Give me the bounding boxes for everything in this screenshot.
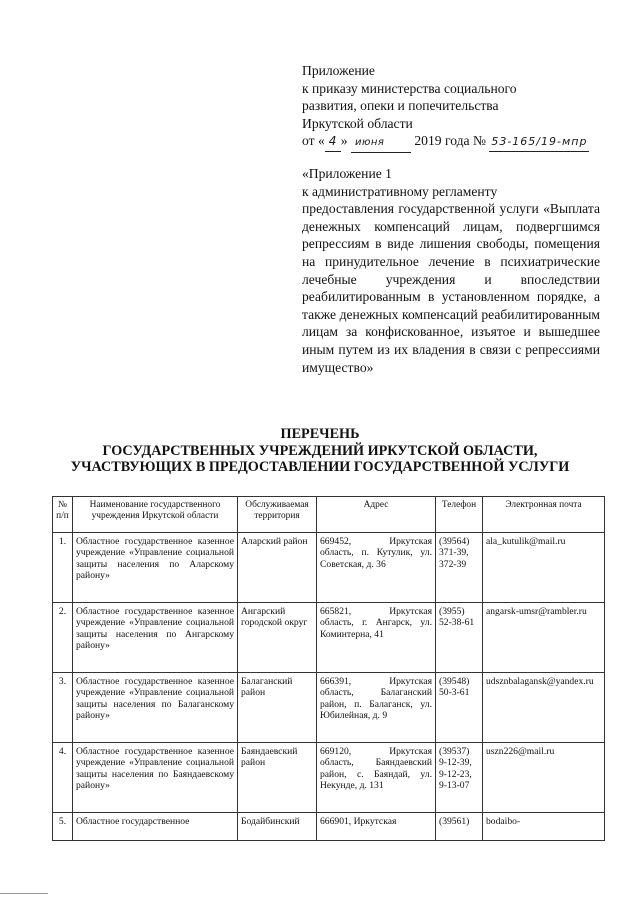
cell-territory: Аларский район <box>238 533 317 603</box>
reglament-title: «Приложение 1 <box>302 166 392 181</box>
cell-num: 4. <box>53 743 73 813</box>
reglament-body: предоставления государственной услуги «Выплата денежных компенсаций лицам, подвергшимся репрессиям в виде лишения свободы, помещения на принудительное лечение в психиатрические лечебные учреждения и впоследствии реабилитированным в установленном порядке, а также денежных компенсаций реабилитированным лицам за конфискованное, изъятое и вышедшее иным путем из их владения в связи с репрессиями имущество» <box>302 201 600 375</box>
table-row <box>53 743 605 813</box>
cell-phone: (39561) <box>436 813 483 841</box>
cell-phone: (39548) 50-3-61 <box>436 673 483 743</box>
cell-phone: (39564) 371-39, 372-39 <box>436 533 483 603</box>
cell-address: 669120, Иркутская область, Баяндаевский район, с. Баяндай, ул. Некунде, д. 131 <box>317 743 436 813</box>
appendix-region-line: Иркутской области <box>302 115 413 131</box>
cell-num: 3. <box>53 673 73 743</box>
date-quote-close: » <box>340 133 348 149</box>
cell-num: 2. <box>53 603 73 673</box>
cell-territory: Балаганский район <box>238 673 317 743</box>
cell-address: 666901, Иркутская <box>317 813 436 841</box>
appendix-order-line: к приказу министерства социального <box>302 80 517 96</box>
header-territory: Обслуживаемая территория <box>238 497 317 533</box>
cell-phone: (39537) 9-12-39, 9-12-23, 9-13-07 <box>436 743 483 813</box>
cell-email: angarsk-umsr@rambler.ru <box>483 603 605 673</box>
cell-address: 669452, Иркутская область, п. Кутулик, ул. Советская, д. 36 <box>317 533 436 603</box>
cell-territory: Ангарский городской округ <box>238 603 317 673</box>
cell-territory: Баяндаевский район <box>238 743 317 813</box>
cell-email: ala_kutulik@mail.ru <box>483 533 605 603</box>
heading-line-3: УЧАСТВУЮЩИХ В ПРЕДОСТАВЛЕНИИ ГОСУДАРСТВЕННОЙ УСЛУГИ <box>70 459 570 475</box>
table-row <box>53 603 605 673</box>
appendix-date-line <box>302 132 602 153</box>
header-email: Электронная почта <box>483 497 605 533</box>
date-prefix: от « <box>302 133 325 149</box>
cell-email: bodaibo- <box>483 813 605 841</box>
appendix-title: Приложение <box>302 63 375 78</box>
reglament-block <box>302 165 600 376</box>
cell-name: Областное государственное казенное учреждение «Управление социальной защиты населения по Ангарскому району» <box>73 603 238 673</box>
table-row <box>53 813 605 841</box>
table-row <box>53 673 605 743</box>
heading-line-1: ПЕРЕЧЕНЬ <box>280 426 360 442</box>
cell-num: 1. <box>53 533 73 603</box>
page-edge-mark <box>0 893 48 894</box>
cell-name: Областное государственное казенное учреждение «Управление социальной защиты населения по Баяндаевскому району» <box>73 743 238 813</box>
cell-phone: (3955) 52-38-61 <box>436 603 483 673</box>
cell-name: Областное государственное казенное учреждение «Управление социальной защиты населения по Балаганскому району» <box>73 673 238 743</box>
cell-num: 5. <box>53 813 73 841</box>
table-header-row <box>53 497 605 533</box>
list-heading <box>0 426 640 476</box>
header-name: Наименование государственного учреждения Иркутской области <box>73 497 238 533</box>
cell-email: udsznbalagansk@yandex.ru <box>483 673 605 743</box>
cell-name: Областное государственное <box>73 813 238 841</box>
handwritten-day: 4 <box>325 133 341 152</box>
cell-address: 665821, Иркутская область, г. Ангарск, ул. Коминтерна, 41 <box>317 603 436 673</box>
handwritten-month: июня <box>351 134 411 153</box>
cell-address: 666391, Иркутская область, Балаганский район, п. Балаганск, ул. Юбилейная, д. 9 <box>317 673 436 743</box>
handwritten-order-number: 53-165/19-мпр <box>489 133 589 152</box>
cell-email: uszn226@mail.ru <box>483 743 605 813</box>
header-address: Адрес <box>317 497 436 533</box>
header-num: № п/п <box>53 497 73 533</box>
institutions-table <box>52 496 605 841</box>
cell-territory: Бодайбинский <box>238 813 317 841</box>
date-year: 2019 года № <box>414 133 486 149</box>
cell-name: Областное государственное казенное учреждение «Управление социальной защиты населения по Аларскому району» <box>73 533 238 603</box>
table-row <box>53 533 605 603</box>
heading-line-2: ГОСУДАРСТВЕННЫХ УЧРЕЖДЕНИЙ ИРКУТСКОЙ ОБЛАСТИ, <box>102 442 538 459</box>
header-phone: Телефон <box>436 497 483 533</box>
appendix-block <box>302 62 602 153</box>
reglament-subtitle: к административному регламенту <box>302 183 498 199</box>
appendix-ministry-line: развития, опеки и попечительства <box>302 98 499 114</box>
